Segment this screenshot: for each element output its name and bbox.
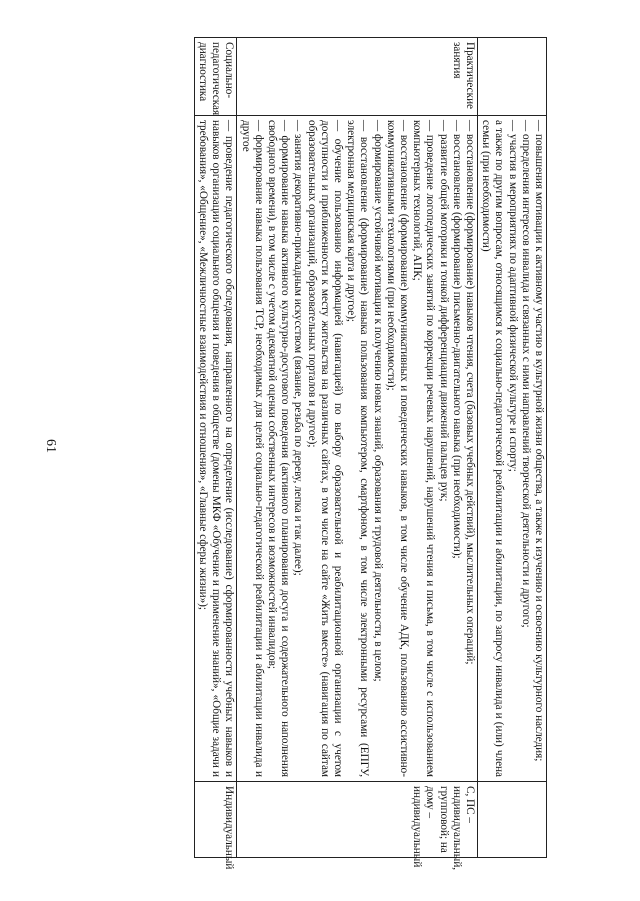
content-item: — участия в мероприятиях по адаптивной физической культуре и спорту; bbox=[506, 120, 519, 472]
content-item: — формирование навыка активного культурно-досугового поведения (активного планирования досуга и содержательного наполнения свободного времени), в том числе с учетом адекватной оценки собственных интересов и возможностей инвалидов; bbox=[265, 120, 292, 777]
page-number: 61 bbox=[43, 439, 58, 453]
content-item: — занятия декоративно-прикладным искусством (вязание, резьба по дереву, лепка и так далее); bbox=[292, 120, 305, 576]
content-item: — формирование устойчивой мотивации к получению новых знаний, образования и трудовой деятельности, в целом; bbox=[371, 120, 384, 682]
content-item: — восстановление (формирование) навыка пользования компьютером, смартфоном, в том числе электронными ресурсами (ЕПГУ, электронная медицинская карта и другое); bbox=[345, 120, 371, 777]
content-item: — обучение пользованию информацией (навигацией) по выбору образовательной и реабилитационной организации с учетом доступности и приближенности к месту жительства на различных сайтах, в том числе на сайте «Жить вместе» (навигация по сайтам образовательных организаций, образовательных порталов и другое); bbox=[305, 120, 344, 777]
content-item: — восстановление (формирование) навыков чтения, счета (базовых учебных действий), мыслительных операций; bbox=[463, 120, 476, 665]
rotated-content bbox=[67, 37, 547, 871]
form-cell bbox=[477, 782, 546, 858]
table-row-continuation bbox=[477, 38, 546, 858]
table-row-diagnostics bbox=[194, 38, 237, 858]
content-item: — проведение логопедических занятий по коррекции речевых нарушений, нарушений чтения и письма, в том числе с использованием компьютерных технологий, АПК; bbox=[411, 120, 437, 777]
content-item: — развитие общей моторики и тонкой дифференциации движений пальцев рук; bbox=[437, 120, 450, 502]
content-item: — восстановление (формирование) письменно-двигательного навыка (при необходимости); bbox=[450, 120, 463, 559]
activity-cell: Социально-педагогическая диагностика bbox=[194, 38, 237, 116]
form-cell: Индивидуальный bbox=[194, 782, 237, 858]
table-row-practical bbox=[237, 38, 478, 858]
content-item: — определения интересов инвалида и связанных с ними направлений творческой деятельности и другого; bbox=[519, 120, 532, 628]
content-item: — формирование навыка пользования ТСР, необходимых для целей социально-педагогической реабилитации и абилитации инвалида и другое bbox=[239, 120, 265, 777]
content-cell bbox=[237, 116, 478, 782]
content-item: — повышения мотивации к активному участию в культурной жизни общества, а также к изучению и освоению культурного наследия; bbox=[533, 120, 545, 762]
content-item: — проведение педагогического обследования, направленного на определение (исследование) сформированности учебных навыков и навыков организации социального общения и поведения в обществе (домены МКФ «Обучение и применение знаний», «Общие задачи и требования», «Общение», «Межличностные взаимодействия и отношения», «Главные сферы жизни»); bbox=[196, 120, 236, 777]
content-item: — восстановление (формирование) коммуникативных и поведенческих навыков, в том числе обучение АДК, пользованию ассистивно-коммуникативными технологиями (при необходимости); bbox=[384, 120, 410, 777]
content-cell bbox=[194, 116, 237, 782]
content-cell bbox=[477, 116, 546, 782]
rehabilitation-table bbox=[194, 37, 547, 871]
activity-cell bbox=[477, 38, 546, 116]
form-cell: С, ПС – индивидуальный, групповой; на дому – индивидуальный bbox=[237, 782, 478, 858]
activity-cell: Практические занятия bbox=[237, 38, 478, 116]
content-item: а также по другим вопросам, относящимся к социально-педагогической реабилитации и абилитации, по запросу инвалида и (или) члена семьи (при необходимости) bbox=[480, 120, 506, 777]
